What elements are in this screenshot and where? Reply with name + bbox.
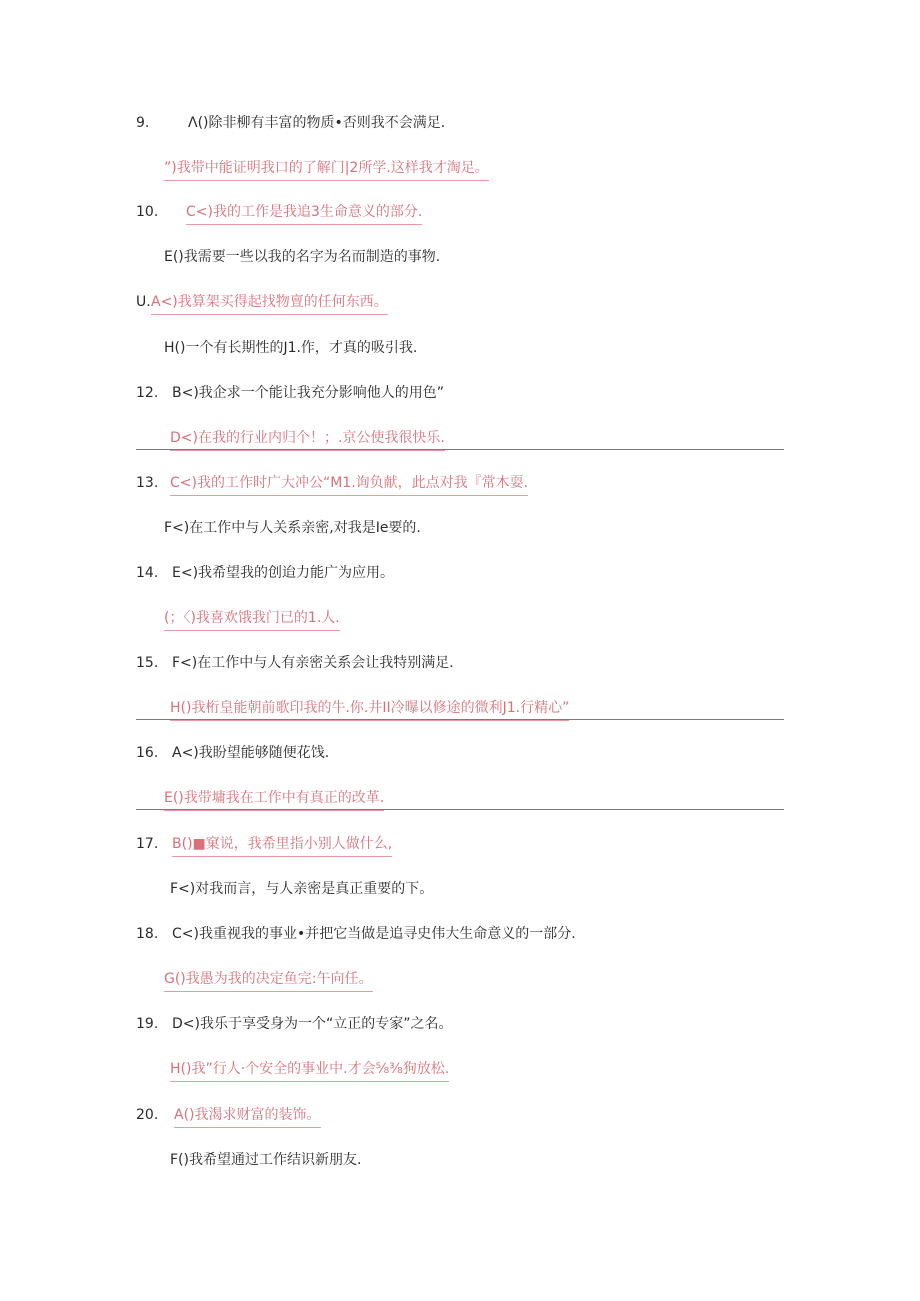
- option-line: F<)在工作中与人有亲密关系会让我特别满足.: [172, 655, 454, 671]
- option-line: E<)我希望我的创迨力能广为应用。: [172, 565, 395, 581]
- question-number: U.: [136, 294, 151, 310]
- option-line-marked: D<)在我的行业内归个！；.京公使我很快乐.: [170, 427, 445, 451]
- option-line-marked: C<)我的工作是我追3生命意义的部分.: [186, 201, 422, 225]
- option-line: A<)我盼望能够随便花饯.: [172, 745, 330, 761]
- option-line: H()一个有长期性的J1.作，才真的吸引我.: [164, 340, 418, 356]
- question-number: 15.: [136, 655, 159, 671]
- option-line: C<)我重视我的事业•并把它当做是追寻史伟大生命意义的一部分.: [172, 926, 576, 942]
- question-number: 18.: [136, 926, 159, 942]
- option-line: B<)我企求一个能让我充分影响他人的用色”: [172, 385, 445, 401]
- question-number: 16.: [136, 745, 159, 761]
- option-line-marked: ”)我带中能证明我口的了解门|2所学.这样我才淘足。: [164, 157, 489, 181]
- option-line-marked: A()我渴求财富的装饰。: [174, 1104, 321, 1128]
- option-line-marked: C<)我的工作时广大冲公“M1.询负献，此点对我『常木耍.: [170, 472, 528, 496]
- option-line: F<)在工作中与人关系亲密,对我是Ie要的.: [164, 520, 421, 536]
- option-line-marked: G()我愚为我的决定鱼完:午向任。: [164, 968, 373, 992]
- option-line-marked: H()我”行人·个安全的事业中.才会⅝⅜狗放松.: [170, 1058, 449, 1082]
- question-number: 9.: [136, 115, 150, 131]
- option-line-marked: H()我桁皇能朝前歌印我的牛.你.井II冷曝以修途的微利J1.行精心”: [170, 697, 569, 721]
- option-line: E()我需要一些以我的名字为名而制造的事物.: [164, 249, 441, 265]
- option-line-marked: A<)我算架买得起找物亶的任何东西。: [151, 291, 388, 315]
- option-line-marked: (；〈)我喜欢饿我门已的1.人.: [164, 607, 340, 631]
- divider-line: [136, 719, 784, 720]
- question-number: 13.: [136, 475, 159, 491]
- option-line: D<)我乐于享受身为一个“立正的专家”之名。: [172, 1016, 453, 1032]
- option-line: Λ()除非柳有丰富的物质•否则我不会满足.: [188, 115, 446, 131]
- question-number: 17.: [136, 836, 159, 852]
- question-number: 12.: [136, 385, 159, 401]
- question-number: 20.: [136, 1107, 159, 1123]
- divider-line: [136, 809, 784, 810]
- question-number: 10.: [136, 204, 159, 220]
- option-line: F()我希望通过工作结识新朋友.: [170, 1152, 362, 1168]
- option-line-marked: B()■窠说，我希里指小别人做什么,: [172, 833, 392, 857]
- option-line-marked: E()我带墉我在工作中有真正的改革.: [164, 787, 384, 811]
- question-number: 19.: [136, 1016, 159, 1032]
- question-number: 14.: [136, 565, 159, 581]
- divider-line: [136, 449, 784, 450]
- option-line: F<)对我而言，与人亲密是真正重要的下。: [170, 881, 434, 897]
